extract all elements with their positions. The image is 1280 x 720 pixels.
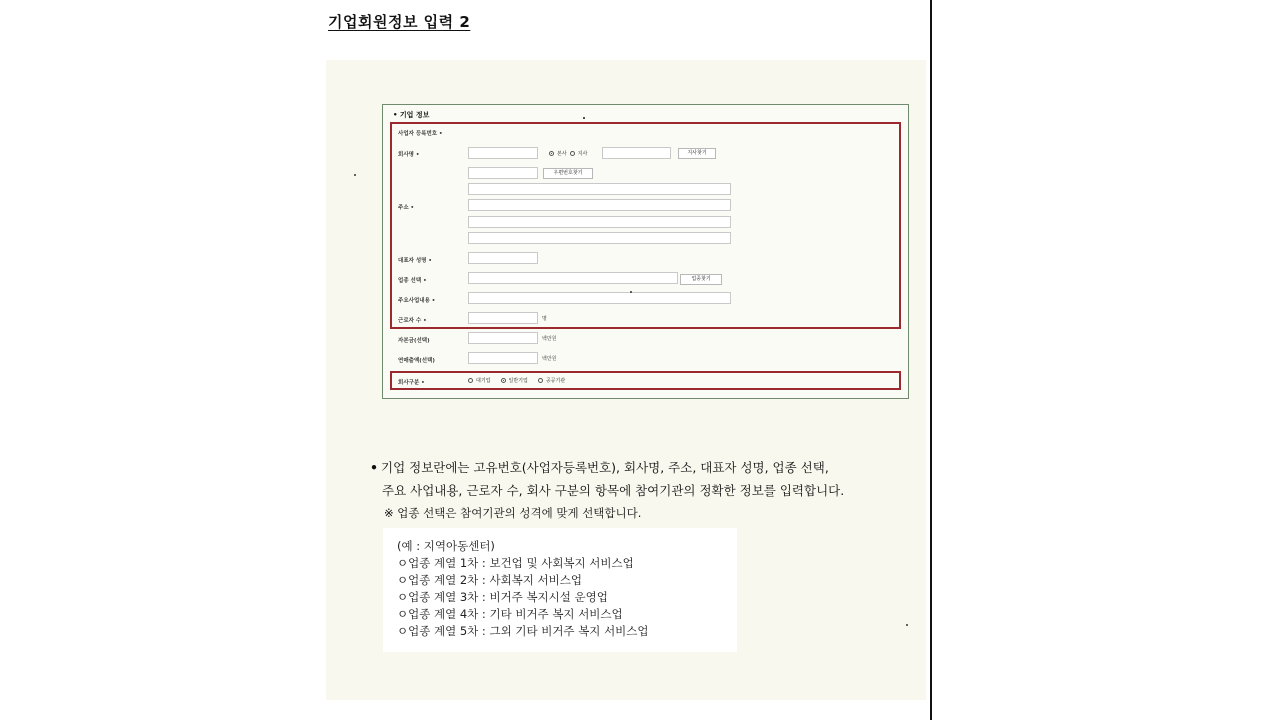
postcode-input[interactable] [468, 167, 538, 179]
example-heading: (예 : 지역아동센터) [397, 539, 495, 553]
hq-radio-label: 본사 [557, 151, 567, 157]
main-business-label: 주요사업내용 • [398, 298, 436, 304]
workers-label: 근로자 수 • [398, 318, 427, 324]
address-line-3[interactable] [468, 216, 731, 228]
section-title: • 기업 정보 [393, 111, 430, 119]
company-name-input[interactable] [468, 147, 538, 159]
scan-speck [630, 291, 632, 293]
capital-input[interactable] [468, 332, 538, 344]
company-type-label: 회사구분 • [398, 380, 425, 386]
scan-speck [354, 174, 356, 176]
capital-unit: 백만원 [542, 336, 557, 342]
company-info-form [382, 104, 909, 399]
page-title: 기업회원정보 입력 2 [328, 13, 471, 31]
address-line-4[interactable] [468, 232, 731, 244]
branch-input[interactable] [602, 147, 671, 159]
industry-search-button[interactable]: 업종찾기 [680, 274, 722, 285]
company-name-label: 회사명 • [398, 152, 420, 158]
company-type-highlight [390, 371, 901, 390]
industry-input[interactable] [468, 272, 678, 284]
example-item: ㅇ업종 계열 3차 : 비거주 복지시설 운영업 [397, 590, 608, 604]
branch-search-button[interactable]: 지사찾기 [678, 148, 716, 159]
general-company-radio[interactable] [501, 378, 506, 383]
main-business-input[interactable] [468, 292, 731, 304]
note-line-2: 주요 사업내용, 근로자 수, 회사 구분의 항목에 참여기관의 정확한 정보를 입력합니다. [382, 483, 845, 498]
ceo-name-label: 대표자 성명 • [398, 258, 432, 264]
postcode-search-button[interactable]: 우편번호찾기 [543, 168, 593, 179]
page-divider [930, 0, 932, 720]
example-item: ㅇ업종 계열 2차 : 사회복지 서비스업 [397, 573, 582, 587]
industry-example-box [383, 528, 737, 652]
general-company-label: 일반기업 [508, 378, 528, 384]
public-agency-label: 공공기관 [545, 378, 566, 384]
capital-label: 자본금(선택) [398, 338, 430, 344]
sales-input[interactable] [468, 352, 538, 364]
large-company-label: 대기업 [476, 378, 491, 384]
address-label: 주소 • [398, 205, 415, 211]
note-line-3: ※ 업종 선택은 참여기관의 성격에 맞게 선택합니다. [384, 506, 642, 520]
workers-unit: 명 [542, 316, 547, 322]
workers-input[interactable] [468, 312, 538, 324]
company-type-radio-group[interactable] [468, 377, 565, 384]
note-line-1: 기업 정보란에는 고유번호(사업자등록번호), 회사명, 주소, 대표자 성명, 업종 선택, [381, 460, 829, 475]
address-line-2[interactable] [468, 199, 731, 211]
note-bullet: • [370, 460, 378, 475]
industry-label: 업종 선택 • [398, 278, 427, 284]
scan-speck [583, 117, 585, 119]
example-item: ㅇ업종 계열 4차 : 기타 비거주 복지 서비스업 [397, 607, 623, 621]
branch-radio[interactable] [570, 151, 575, 156]
branch-radio-label: 지사 [577, 151, 588, 157]
address-line-1[interactable] [468, 183, 731, 195]
scan-speck [906, 624, 908, 626]
example-item: ㅇ업종 계열 1차 : 보건업 및 사회복지 서비스업 [397, 556, 634, 570]
sales-label: 연매출액(선택) [398, 358, 435, 364]
hq-radio[interactable] [549, 151, 554, 156]
public-agency-radio[interactable] [538, 378, 543, 383]
example-item: ㅇ업종 계열 5차 : 그외 기타 비거주 복지 서비스업 [397, 624, 649, 638]
ceo-name-input[interactable] [468, 252, 538, 264]
sales-unit: 백만원 [542, 356, 557, 362]
hq-branch-radio[interactable] [549, 150, 587, 157]
large-company-radio[interactable] [468, 378, 473, 383]
biz-no-label: 사업자 등록번호 • [398, 131, 443, 137]
instruction-note [370, 456, 930, 525]
